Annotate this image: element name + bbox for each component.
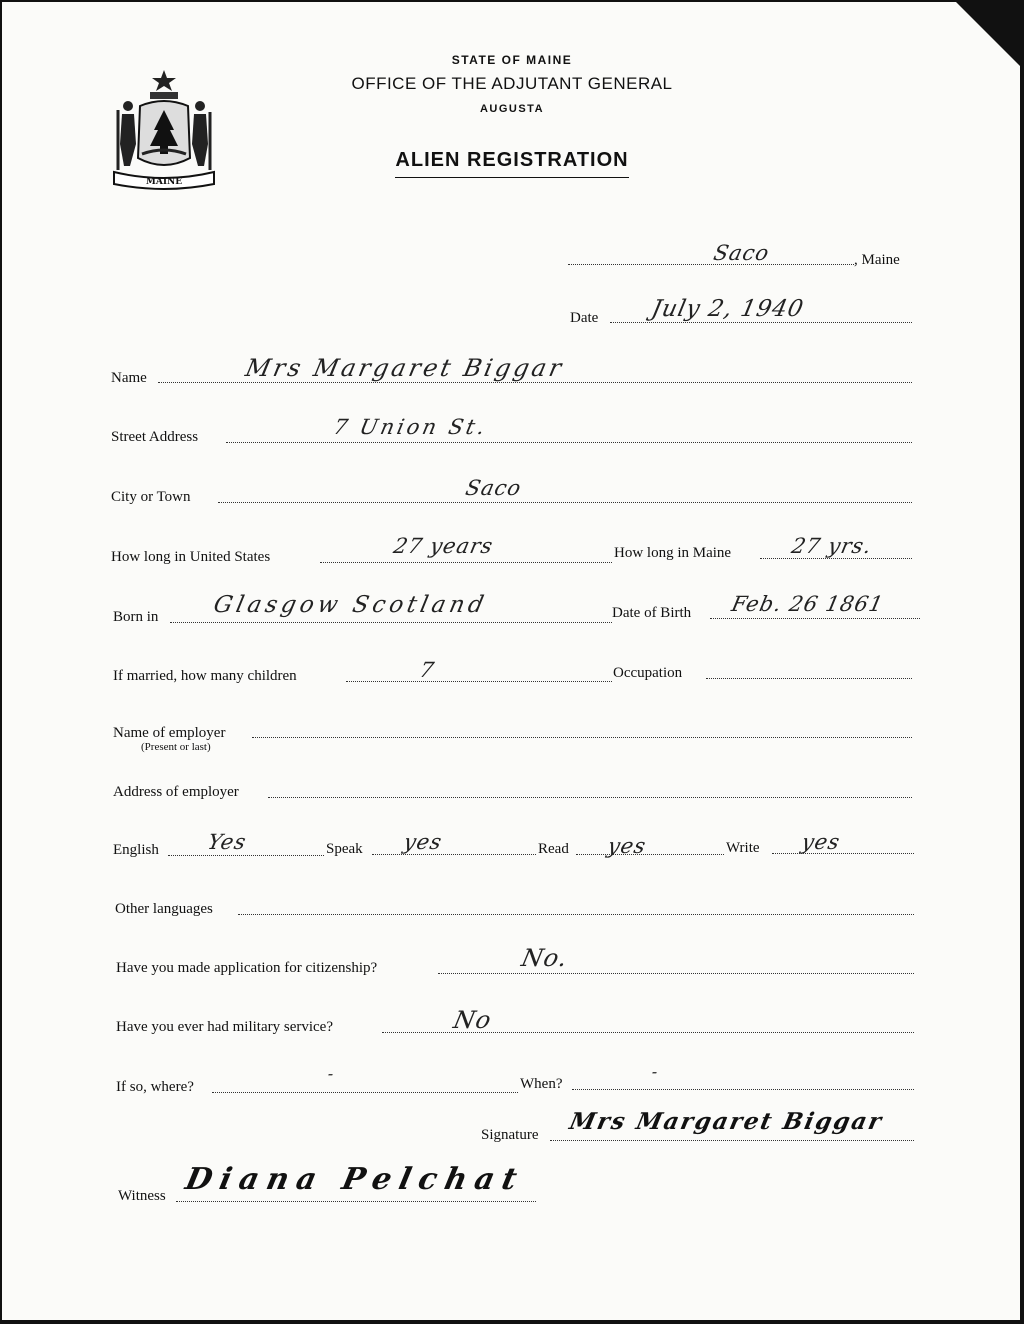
born-in-label: Born in — [113, 609, 159, 625]
how-long-maine-label: How long in Maine — [614, 545, 732, 561]
folded-corner — [956, 2, 1020, 66]
where-line — [212, 1092, 518, 1093]
born-in-line — [170, 622, 612, 623]
where-value: - — [325, 1064, 337, 1083]
city-line — [218, 502, 912, 503]
signature-value: Mrs Margaret Biggar — [567, 1108, 886, 1135]
city-value: Saco — [463, 476, 524, 500]
form-title — [302, 149, 722, 172]
how-long-us-value: 27 years — [391, 534, 496, 558]
employer-label: Name of employer — [113, 725, 226, 741]
military-value: No — [451, 1006, 495, 1034]
town-value: Saco — [711, 241, 772, 265]
how-long-maine-line — [760, 558, 912, 559]
header-city: AUGUSTA — [479, 103, 545, 115]
citizenship-value: No. — [519, 944, 571, 972]
read-line — [576, 854, 724, 855]
write-line — [772, 853, 914, 854]
other-languages-label: Other languages — [115, 901, 213, 917]
citizenship-line — [438, 973, 914, 974]
name-label: Name — [111, 370, 147, 386]
english-value: Yes — [205, 830, 249, 854]
employer-line — [252, 737, 912, 738]
date-value: July 2, 1940 — [649, 296, 807, 322]
write-label: Write — [726, 840, 760, 856]
english-label: English — [113, 842, 159, 858]
children-value: 7 — [417, 658, 437, 682]
children-line — [346, 681, 612, 682]
when-label: When? — [520, 1076, 563, 1092]
when-value: - — [649, 1062, 661, 1081]
how-long-maine-value: 27 yrs. — [789, 534, 875, 558]
signature-line — [550, 1140, 914, 1141]
header-office: OFFICE OF THE ADJUTANT GENERAL — [351, 74, 673, 93]
date-line — [610, 322, 912, 323]
maine-suffix-label: , Maine — [854, 252, 900, 268]
how-long-us-line — [320, 562, 612, 563]
born-in-value: Glasgow Scotland — [211, 592, 490, 618]
name-line — [158, 382, 912, 383]
date-of-birth-label: Date of Birth — [612, 605, 692, 621]
date-label: Date — [570, 310, 599, 326]
citizenship-label: Have you made application for citizenship? — [116, 960, 378, 976]
employer-address-line — [268, 797, 912, 798]
military-label: Have you ever had military service? — [116, 1019, 333, 1035]
when-line — [572, 1089, 914, 1090]
svg-text:MAINE: MAINE — [145, 177, 183, 187]
write-value: yes — [799, 830, 843, 854]
date-of-birth-line — [710, 618, 920, 619]
alien-registration-form — [2, 2, 1020, 1320]
children-label: If married, how many children — [113, 668, 297, 684]
read-value: yes — [605, 834, 649, 858]
occupation-label: Occupation — [613, 665, 683, 681]
speak-line — [372, 854, 536, 855]
witness-label: Witness — [118, 1188, 166, 1204]
maine-state-seal — [110, 66, 218, 190]
date-of-birth-value: Feb. 26 1861 — [729, 592, 887, 616]
city-label: City or Town — [111, 489, 191, 505]
header-state: STATE OF MAINE — [451, 53, 573, 67]
witness-value: Diana Pelchat — [182, 1162, 528, 1197]
where-label: If so, where? — [116, 1079, 194, 1095]
employer-note: (Present or last) — [141, 741, 211, 753]
employer-address-label: Address of employer — [113, 784, 239, 800]
witness-line — [176, 1201, 536, 1202]
street-address-line — [226, 442, 912, 443]
how-long-us-label: How long in United States — [111, 549, 271, 565]
occupation-line — [706, 678, 912, 679]
english-line — [168, 855, 324, 856]
form-title-text: ALIEN REGISTRATION — [395, 149, 628, 178]
name-value: Mrs Margaret Biggar — [243, 354, 567, 382]
read-label: Read — [538, 841, 569, 857]
street-address-label: Street Address — [111, 429, 199, 445]
street-address-value: 7 Union St. — [331, 415, 490, 439]
speak-value: yes — [401, 830, 445, 854]
signature-label: Signature — [481, 1127, 539, 1143]
speak-label: Speak — [326, 841, 363, 857]
other-languages-line — [238, 914, 914, 915]
